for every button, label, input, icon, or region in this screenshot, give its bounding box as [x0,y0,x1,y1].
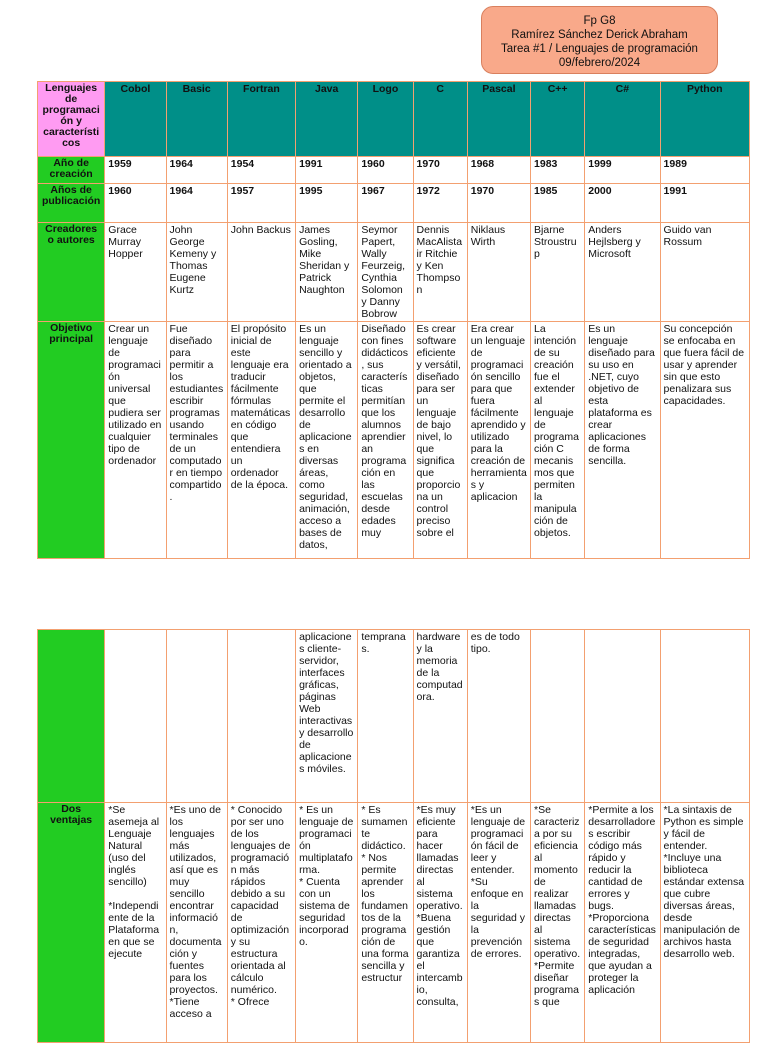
table-cell: Era crear un lenguaje de programación sencillo para que fuera fácilmente aprendido y utilizado para la creación de herramientas y aplicacion [467,322,530,559]
table-cell: * Es un lenguaje de programación multiplataforma. * Cuenta con un sistema de seguridad incorporado. [296,803,358,1043]
row-objective-continued [38,630,750,803]
table-cell: 1991 [296,157,358,184]
colhead-pascal: Pascal [467,82,530,157]
rowhead-objective: Objetivo principal [38,322,105,559]
table-cell: 1972 [413,184,467,223]
table-cell: Es crear software eficiente y versátil, diseñado para ser un lenguaje de bajo nivel, lo que significa que proporciona un control preciso sobre el [413,322,467,559]
table-cell: 1968 [467,157,530,184]
table-cell: 1995 [296,184,358,223]
table-cell: 1970 [413,157,467,184]
table-cell: 1964 [166,157,227,184]
table-cell: 1970 [467,184,530,223]
table-cell: 1999 [585,157,660,184]
table-cell: Fue diseñado para permitir a los estudiantes escribir programas usando terminales de un computador en tiempo compartido. [166,322,227,559]
rowhead-advantages: Dos ventajas [38,803,105,1043]
colhead-basic: Basic [166,82,227,157]
table-cell: *Es uno de los lenguajes más utilizados, así que es muy sencillo encontrar información, documentación y fuentes para los proyectos. *Tiene acceso a [166,803,227,1043]
colhead-logo: Logo [358,82,413,157]
table-cell: 1985 [531,184,585,223]
table-cell: Bjarne Stroustrup [531,223,585,322]
table-cell: *Permite a los desarrolladores escribir código más rápido y reducir la cantidad de errores y bugs. *Proporciona características de seguridad integradas, que ayudan a proteger la aplicación [585,803,660,1043]
table-cell: 1991 [660,184,749,223]
table-cell: 2000 [585,184,660,223]
rowhead-creators: Creadores o autores [38,223,105,322]
rowhead-publication-year: Años de publicación [38,184,105,223]
table-cell: es de todo tipo. [467,630,530,803]
colhead-csharp: C# [585,82,660,157]
rowhead-continued [38,630,105,803]
table-cell: 1954 [227,157,295,184]
table-cell: 1960 [105,184,166,223]
table-cell [105,630,166,803]
colhead-c: C [413,82,467,157]
table-cell: 1959 [105,157,166,184]
row-creators [38,223,750,322]
table-cell: Es un lenguaje sencillo y orientado a objetos, que permite el desarrollo de aplicaciones en diversas áreas, como seguridad, animación, acceso a bases de datos, [296,322,358,559]
table-cell: 1967 [358,184,413,223]
header-student-name: Ramírez Sánchez Derick Abraham [511,29,688,41]
table-cell [166,630,227,803]
table-cell [227,630,295,803]
table-cell: La intención de su creación fue el extender al lenguaje de programación C mecanismos que permiten la manipulación de objetos. [531,322,585,559]
table-cell: Diseñado con fines didácticos, sus características permitían que los alumnos aprendieran programación en las escuelas desde edades muy [358,322,413,559]
header-date: 09/febrero/2024 [558,57,641,69]
header-assignment: Tarea #1 / Lenguajes de programación [501,43,698,55]
table-cell: John George Kemeny y Thomas Eugene Kurtz [166,223,227,322]
table-cell: *Se asemeja al Lenguaje Natural (uso del inglés sencillo) *Independiente de la Plataforma en que se ejecute [105,803,166,1043]
header-row [38,82,750,157]
table-cell: Dennis MacAlistair Ritchie y Ken Thompson [413,223,467,322]
table-cell: Grace Murray Hopper [105,223,166,322]
table-cell: El propósito inicial de este lenguaje era traducir fácilmente fórmulas matemáticas en código que entendiera un ordenador de la época. [227,322,295,559]
colhead-cobol: Cobol [105,82,166,157]
table-cell: Crear un lenguaje de programación universal que pudiera ser utilizado en cualquier tipo de ordenador [105,322,166,559]
table-cell: Seymor Papert, Wally Feurzeig, Cynthia Solomon y Danny Bobrow [358,223,413,322]
table-cell: * Es sumamente didáctico. * Nos permite aprender los fundamentos de la programación de una forma sencilla y estructur [358,803,413,1043]
row-objective [38,322,750,559]
table-cell: * Conocido por ser uno de los lenguajes de programación más rápidos debido a su capacidad de optimización y su estructura orientada al cálculo numérico. * Ofrece [227,803,295,1043]
table-cell: John Backus [227,223,295,322]
table-cell: *Se caracteriza por su eficiencia al momento de realizar llamadas directas al sistema operativo. *Permite diseñar programas que [531,803,585,1043]
table-cell: James Gosling, Mike Sheridan y Patrick Naughton [296,223,358,322]
header-box [481,6,718,74]
table-cell [531,630,585,803]
table-cell [660,630,749,803]
row-advantages [38,803,750,1043]
header-group: Fp G8 [583,15,616,27]
colhead-fortran: Fortran [227,82,295,157]
corner-cell: Lenguajes de programación y característicos [38,82,105,157]
table-cell: 1983 [531,157,585,184]
languages-table-continued [37,629,750,1043]
table-cell: Es un lenguaje diseñado para su uso en .NET, cuyo objetivo de esta plataforma es crear aplicaciones de forma sencilla. [585,322,660,559]
table-cell: Su concepción se enfocaba en que fuera fácil de usar y aprender sin que esto penalizara sus capacidades. [660,322,749,559]
table-cell: 1964 [166,184,227,223]
table-cell: Guido van Rossum [660,223,749,322]
colhead-java: Java [296,82,358,157]
table-cell: aplicaciones cliente-servidor, interfaces gráficas, páginas Web interactivas y desarrollo de aplicaciones móviles. [296,630,358,803]
table-cell: 1989 [660,157,749,184]
colhead-cpp: C++ [531,82,585,157]
table-cell: 1960 [358,157,413,184]
table-cell: tempranas. [358,630,413,803]
table-cell: *La sintaxis de Python es simple y fácil de entender. *Incluye una biblioteca estándar extensa que cubre diversas áreas, desde manipulación de archivos hasta desarrollo web. [660,803,749,1043]
table-cell: Niklaus Wirth [467,223,530,322]
table-cell [585,630,660,803]
table-cell: *Es muy eficiente para hacer llamadas directas al sistema operativo. *Buena gestión que garantiza el intercambio, consulta, [413,803,467,1043]
table-cell: hardware y la memoria de la computadora. [413,630,467,803]
rowhead-creation-year: Año de creación [38,157,105,184]
table-cell: Anders Hejlsberg y Microsoft [585,223,660,322]
table-cell: *Es un lenguaje de programación fácil de leer y entender. *Su enfoque en la seguridad y la prevención de errores. [467,803,530,1043]
row-creation-year [38,157,750,184]
table-cell: 1957 [227,184,295,223]
languages-table [37,81,750,559]
colhead-python: Python [660,82,749,157]
row-publication-year [38,184,750,223]
